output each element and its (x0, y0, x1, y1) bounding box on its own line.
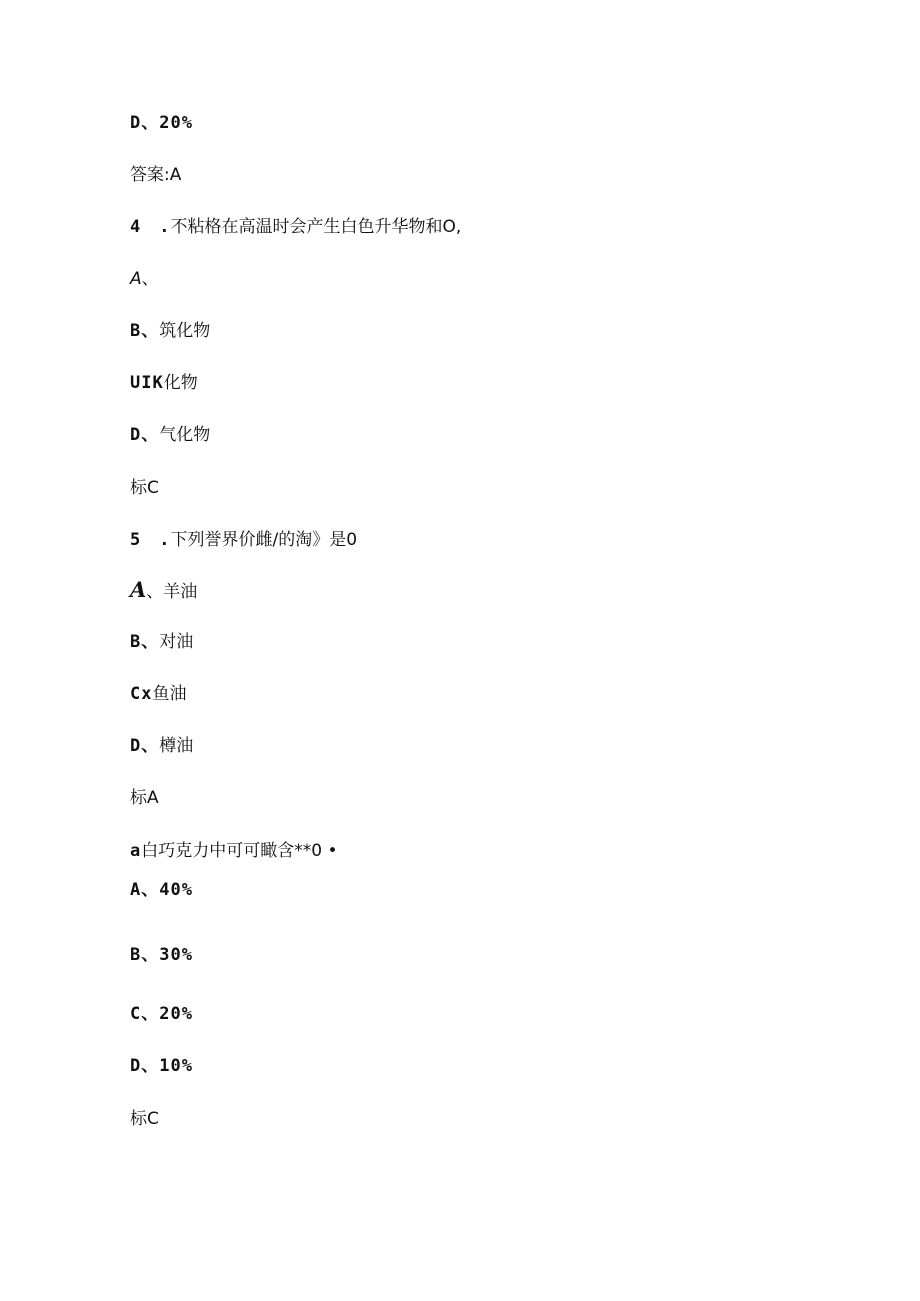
answer-text: 标C (130, 1109, 159, 1129)
option-text: 气化物 (159, 425, 211, 445)
option-text: 对油 (159, 632, 194, 652)
option-text: 筑化物 (159, 321, 211, 341)
answer-line (130, 787, 159, 809)
option-label: D、20% (130, 113, 193, 133)
option-label: Cx (130, 684, 153, 704)
answer-line (130, 477, 159, 499)
option-text: 、羊油 (146, 582, 198, 602)
answer-text: 标A (130, 788, 159, 808)
option-label: UIK (130, 373, 164, 393)
option-label: D、 (130, 425, 160, 445)
question-number: 5 . (130, 530, 171, 550)
question-number: a (130, 841, 142, 861)
option-b-line (130, 631, 193, 653)
answer-line (130, 164, 181, 186)
option-text: 、 (141, 269, 159, 289)
option-label: D、10% (130, 1056, 193, 1076)
answer-text: 标C (130, 478, 159, 498)
option-text: 鱼油 (152, 684, 187, 704)
option-c-line (130, 372, 198, 394)
option-label: A (130, 269, 142, 289)
option-label: B、 (130, 632, 160, 652)
option-b-line (130, 320, 210, 342)
option-c-line (130, 1003, 193, 1025)
answer-text: 答案:A (130, 165, 182, 185)
question-6 (130, 840, 338, 862)
option-a-line (130, 268, 159, 290)
option-d-line (130, 1055, 193, 1077)
option-d-line (130, 112, 193, 134)
question-text: 下列誉界价雌/的淘》是0 (170, 530, 358, 550)
option-c-line (130, 683, 186, 705)
option-label: D、 (130, 736, 160, 756)
option-label: A、40% (130, 880, 193, 900)
question-4 (130, 216, 461, 238)
option-label: A (130, 577, 147, 602)
option-a-line (130, 879, 193, 901)
option-a-line (130, 579, 197, 603)
option-label: C、20% (130, 1004, 193, 1024)
question-text: 不粘格在高温时会产生白色升华物和O, (170, 217, 462, 237)
option-d-line (130, 735, 193, 757)
question-number: 4 . (130, 217, 171, 237)
option-b-line (130, 944, 193, 966)
question-5 (130, 529, 357, 551)
option-text: 樽油 (159, 736, 194, 756)
option-text: 化物 (163, 373, 198, 393)
option-label: B、 (130, 321, 160, 341)
option-d-line (130, 424, 210, 446)
answer-line (130, 1108, 159, 1130)
question-text: 白巧克力中可可瞰含**0 • (141, 841, 338, 861)
option-label: B、30% (130, 945, 193, 965)
